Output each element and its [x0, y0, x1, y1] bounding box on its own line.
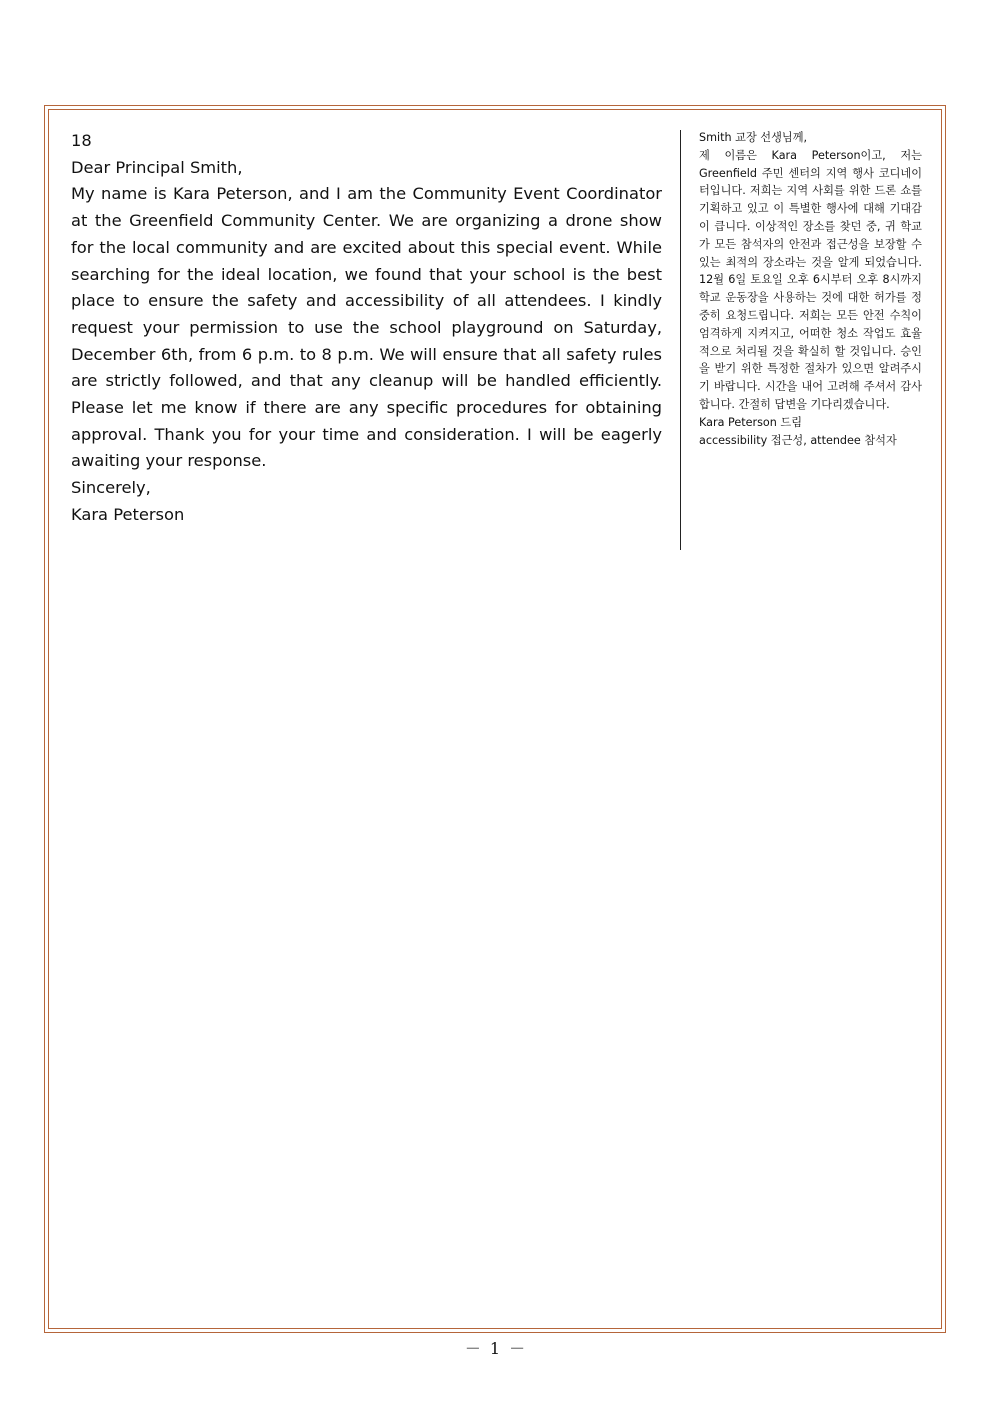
translation-column [699, 129, 922, 449]
translation-signature: Kara Peterson 드림 [699, 415, 803, 429]
letter-greeting: Dear Principal Smith, [71, 157, 243, 177]
translation-body: 제 이름은 Kara Peterson이고, 저는 Greenfield 주민 센터의 지역 행사 코디네이터입니다. 저희는 지역 사회를 위한 드론 쇼를 기획하고 있고 이 특별한 행사에 대해 기대감이 큽니다. 이상적인 장소를 찾던 중, 귀 학교가 모든 참석자의 안전과 접근성을 보장할 수 있는 최적의 장소라는 것을 알게 되었습니다. 12월 6일 토요일 오후 6시부터 오후 8시까지 학교 운동장을 사용하는 것에 대한 허가를 정중히 요청드립니다. 저희는 모든 안전 수칙이 엄격하게 지켜지고, 어떠한 청소 작업도 효율적으로 처리될 것을 확실히 할 것입니다. 승인을 받기 위한 특정한 절차가 있으면 알려주시기 바랍니다. 시간을 내어 고려해 주셔서 감사합니다. 간절히 답변을 기다리겠습니다. [699, 148, 922, 411]
page-number: － 1 － [464, 1339, 528, 1358]
letter-signature: Kara Peterson [71, 504, 185, 524]
letter-closing: Sincerely, [71, 478, 151, 498]
column-divider [680, 130, 681, 550]
letter-body: My name is Kara Peterson, and I am the Community Event Coordinator at the Greenfield Community Center. We are organizing a drone show for the local community and are excited about this special event. While searching for the ideal location, we found that your school is the best place to ensure the safety and accessibility of all attendees. I kindly request your permission to use the school playground on Saturday, December 6th, from 6 p.m. to 8 p.m. We will ensure that all safety rules are strictly followed, and that any cleanup will be handled efficiently. Please let me know if there are any specific procedures for obtaining approval. Thank you for your time and consideration. I will be eagerly awaiting your response. [71, 184, 662, 471]
translation-greeting: Smith 교장 선생님께, [699, 131, 808, 144]
vocabulary-note: accessibility 접근성, attendee 참석자 [699, 433, 897, 447]
letter-column [71, 128, 662, 529]
question-number: 18 [71, 131, 92, 150]
